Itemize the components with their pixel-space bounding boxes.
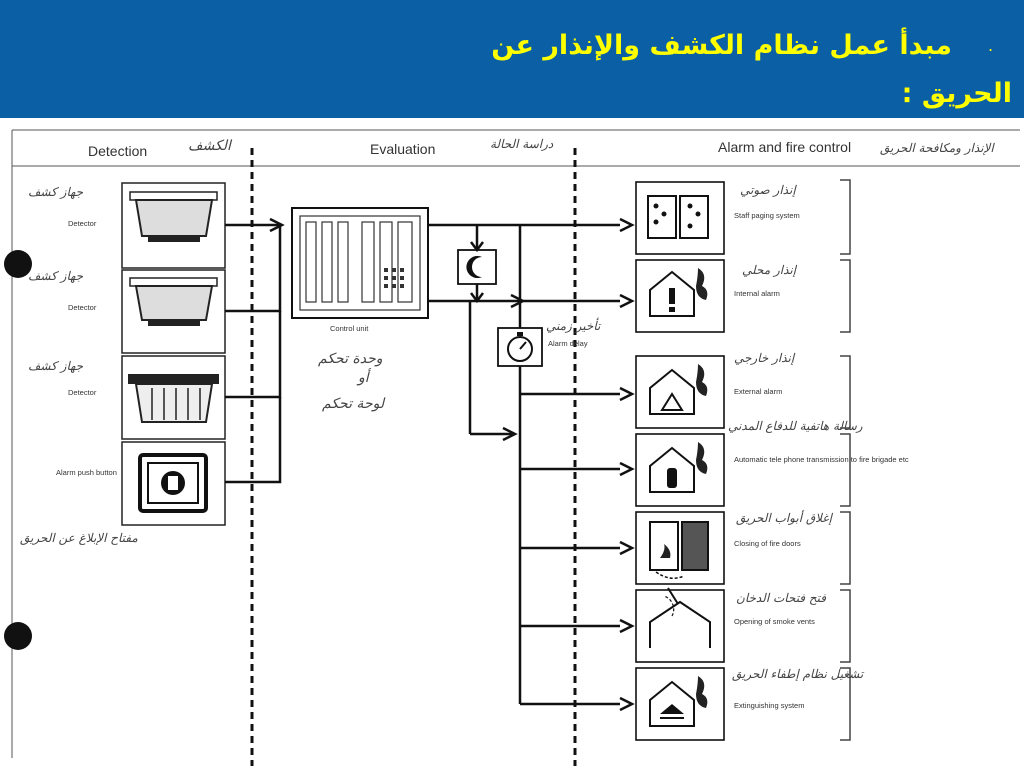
detector-1-note: جهاز كشف — [28, 185, 84, 199]
column-evaluation: Evaluation — [370, 141, 436, 157]
detector-1-label: Detector — [68, 219, 97, 228]
alarm-push-button — [122, 442, 225, 525]
output-4-label: Automatic tele phone transmission to fire brigade etc — [734, 455, 909, 464]
slide-title-line2: الحريق : — [901, 78, 1012, 109]
control-unit-label: Control unit — [330, 324, 369, 333]
column-detection-note: الكشف — [188, 138, 231, 154]
title-bullet: . — [988, 36, 994, 55]
detector-2-label: Detector — [68, 303, 97, 312]
output-1-label: Staff paging system — [734, 211, 800, 220]
night-mode-switch — [458, 250, 496, 284]
detector-1 — [122, 183, 225, 268]
output-3-label: External alarm — [734, 387, 783, 396]
column-evaluation-note: دراسة الحالة — [490, 137, 554, 151]
output-external-alarm — [636, 356, 724, 428]
output-4-note: رسالة هاتفية للدفاع المدني — [728, 419, 863, 433]
alarm-delay-timer — [498, 328, 542, 366]
detector-3 — [122, 356, 225, 439]
slide-title-line1: مبدأ عمل نظام الكشف والإنذار عن — [491, 30, 952, 61]
control-unit — [292, 208, 428, 318]
binder-hole-bottom — [4, 622, 32, 650]
control-unit-note-1: وحدة تحكم — [318, 351, 383, 367]
output-6-label: Opening of smoke vents — [734, 617, 815, 626]
output-2-note: إنذار محلي — [742, 263, 797, 277]
push-button-label: Alarm push button — [56, 468, 117, 477]
output-1-note: إنذار صوتي — [740, 183, 796, 197]
detector-3-note: جهاز كشف — [28, 359, 84, 373]
evaluation-wiring — [428, 225, 620, 704]
alarm-delay-label: Alarm delay — [548, 339, 588, 348]
output-3-note: إنذار خارجي — [734, 351, 795, 365]
output-telephone-transmission — [636, 434, 724, 506]
control-unit-note-3: لوحة تحكم — [322, 396, 385, 412]
output-5-note: إغلاق أبواب الحريق — [736, 511, 832, 525]
detector-3-label: Detector — [68, 388, 97, 397]
output-fire-doors — [636, 512, 724, 584]
output-6-note: فتح فتحات الدخان — [736, 591, 826, 605]
column-alarm-note: الإنذار ومكافحة الحريق — [880, 141, 994, 155]
slide-header — [0, 0, 1024, 118]
output-staff-paging — [636, 182, 724, 254]
detector-2 — [122, 270, 225, 353]
detector-2-note: جهاز كشف — [28, 269, 84, 283]
arrowheads — [471, 219, 632, 710]
output-7-note: تشغيل نظام إطفاء الحريق — [732, 667, 864, 681]
column-detection: Detection — [88, 143, 148, 159]
output-smoke-vents — [636, 588, 724, 662]
push-button-note: مفتاح الإبلاغ عن الحريق — [20, 531, 138, 545]
control-unit-note-2: أو — [358, 370, 369, 386]
output-internal-alarm — [636, 260, 724, 332]
fire-alarm-flow-diagram — [0, 118, 1024, 768]
output-5-label: Closing of fire doors — [734, 539, 801, 548]
column-alarm: Alarm and fire control — [718, 139, 852, 155]
alarm-delay-note: تأخير زمني — [546, 319, 601, 333]
output-2-label: Internal alarm — [734, 289, 780, 298]
output-extinguishing-system — [636, 668, 724, 740]
output-7-label: Extinguishing system — [734, 701, 805, 710]
